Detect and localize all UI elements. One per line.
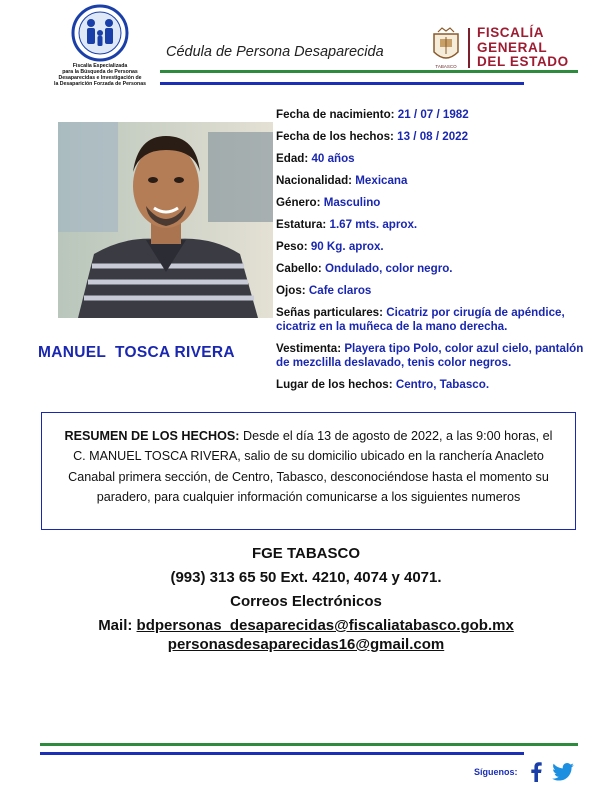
detail-label: Edad: [276, 152, 309, 165]
document-title: Cédula de Persona Desaparecida [166, 44, 384, 60]
detail-value: 21 / 07 / 1982 [397, 108, 469, 121]
detail-label: Vestimenta: [276, 342, 342, 355]
detail-value: Centro, Tabasco. [395, 378, 490, 391]
detail-value: 1.67 mts. aprox. [329, 218, 418, 231]
detail-label: Señas particulares: [276, 306, 383, 319]
tabasco-seal-icon [428, 26, 464, 66]
detail-label: Estatura: [276, 218, 327, 231]
person-photo-image [58, 122, 273, 318]
detail-value: Mexicana [355, 174, 408, 187]
fiscalia-line-1: FISCALÍA [477, 25, 545, 40]
summary-heading: RESUMEN DE LOS HECHOS: [64, 429, 240, 443]
tabasco-seal-label: TABASCO [435, 64, 457, 69]
follow-label: Síguenos: [474, 767, 518, 777]
email-line-1 [0, 617, 612, 634]
detail-value: Playera tipo Polo, color azul cielo, pantalón de mezclilla deslavado, tenis color negros. [276, 342, 584, 369]
detail-value: Ondulado, color negro. [324, 262, 453, 275]
agency-logo-text: Fiscalía Especializada para la Búsqueda de Personas Desaparecidas e Investigación de la Desaparición Forzada de Personas [54, 63, 146, 87]
detail-clothing [276, 342, 586, 370]
detail-value: Cicatriz por cirugía de apéndice, cicatriz en la muñeca de la mano derecha. [276, 306, 565, 333]
detail-label: Lugar de los hechos: [276, 378, 393, 391]
detail-label: Peso: [276, 240, 308, 253]
detail-incident-date [276, 130, 586, 144]
fiscalia-line-3: DEL ESTADO [477, 54, 569, 69]
header-green-rule [160, 70, 578, 73]
person-photo [58, 122, 273, 318]
header-divider [468, 28, 470, 68]
agency-logo [40, 4, 160, 90]
email-line-2 [0, 636, 612, 653]
contact-org: FGE TABASCO [251, 545, 361, 562]
facebook-icon[interactable] [529, 762, 543, 787]
detail-label: Fecha de nacimiento: [276, 108, 395, 121]
detail-value: 40 años [311, 152, 355, 165]
detail-height [276, 218, 586, 232]
detail-label: Fecha de los hechos: [276, 130, 394, 143]
detail-label: Cabello: [276, 262, 322, 275]
detail-value: 90 Kg. aprox. [310, 240, 384, 253]
person-details [276, 108, 586, 392]
mail-label: Mail: [98, 617, 133, 634]
detail-value: Cafe claros [308, 284, 372, 297]
person-name: MANUEL TOSCA RIVERA [38, 344, 235, 361]
detail-label: Nacionalidad: [276, 174, 353, 187]
detail-birthdate [276, 108, 586, 122]
detail-age [276, 152, 586, 166]
contact-phone: (993) 313 65 50 Ext. 4210, 4074 y 4071. [170, 569, 442, 586]
agency-emblem-icon [69, 4, 131, 62]
footer-green-rule [40, 743, 578, 746]
email-link-1[interactable]: bdpersonas_desaparecidas@fiscaliatabasco.gob.mx [136, 617, 514, 634]
detail-value: 13 / 08 / 2022 [397, 130, 469, 143]
email-link-2[interactable]: personasdesaparecidas16@gmail.com [167, 636, 445, 653]
emails-heading: Correos Electrónicos [230, 593, 382, 610]
detail-nationality [276, 174, 586, 188]
fiscalia-wordmark [477, 26, 569, 70]
detail-gender [276, 196, 586, 210]
detail-label: Ojos: [276, 284, 306, 297]
detail-weight [276, 240, 586, 254]
detail-eyes [276, 284, 586, 298]
summary-box [41, 412, 576, 530]
twitter-icon[interactable] [552, 763, 574, 786]
header-blue-rule [160, 82, 524, 85]
detail-marks [276, 306, 586, 334]
detail-label: Género: [276, 196, 321, 209]
footer-blue-rule [40, 752, 524, 755]
fiscalia-line-2: GENERAL [477, 39, 548, 55]
summary-text: Desde el día 13 de agosto de 2022, a las 9:00 horas, el C. MANUEL TOSCA RIVERA, salio de su domicilio ubicado en la ranchería Anacleto Canabal primera sección, de Centro, Tabasco, desconociéndose hasta el momento su paradero, para cualquier información comunicarse a los siguientes numeros [68, 429, 553, 505]
detail-hair [276, 262, 586, 276]
detail-value: Masculino [323, 196, 381, 209]
detail-location [276, 378, 586, 392]
